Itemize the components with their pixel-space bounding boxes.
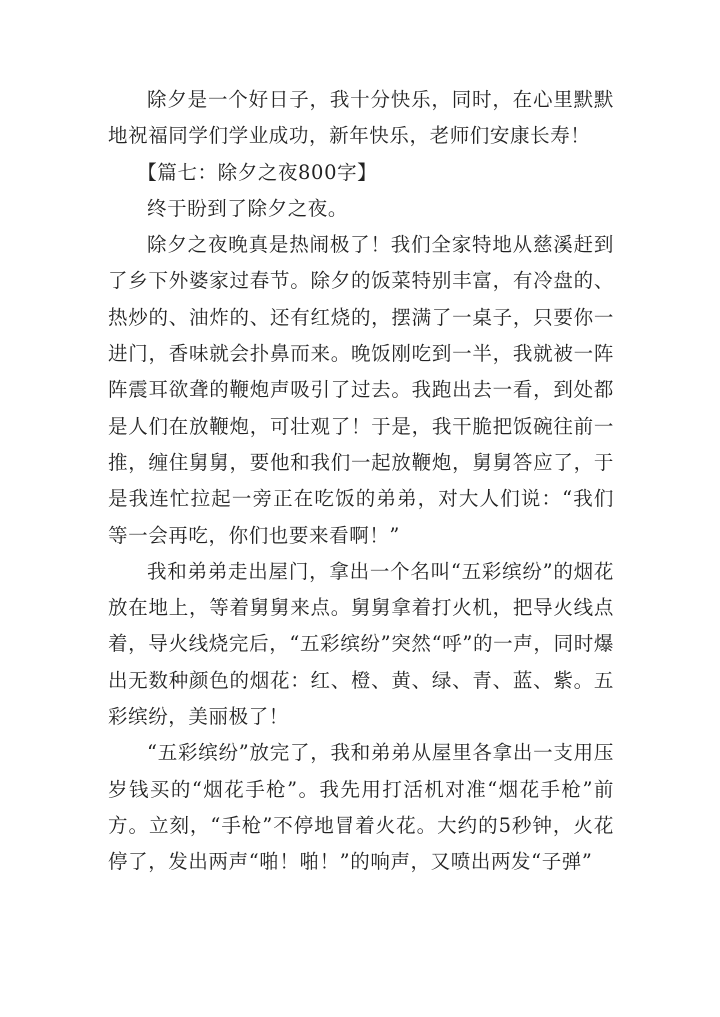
section-heading: 【篇七：除夕之夜800字】 [137,160,378,184]
paragraph-intro: 终于盼到了除夕之夜。 [147,196,349,220]
paragraph-dinner-firecrackers: 除夕之夜晚真是热闹极了！我们全家特地从慈溪赶到了乡下外婆家过春节。除夕的饭菜特别丰富，有冷盘的、热炒的、油炸的、还有红烧的，摆满了一桌子，只要你一进门，香味就会扑鼻而来。晚饭刚吃到一半，我就被一阵阵震耳欲聋的鞭炮声吸引了过去。我跑出去一看，到处都是人们在放鞭炮，可壮观了！于是，我干脆把饭碗往前一推，缠住舅舅，要他和我们一起放鞭炮，舅舅答应了，于是我连忙拉起一旁正在吃饭的弟弟，对大人们说：“我们等一会再吃，你们也要来看啊！” [108,233,614,547]
paragraph-closing-wish: 除夕是一个好日子，我十分快乐，同时，在心里默默地祝福同学们学业成功，新年快乐，老师们安康长寿！ [108,88,614,148]
document-body [108,82,614,881]
paragraph-fireworks: 我和弟弟走出屋门，拿出一个名叫“五彩缤纷”的烟花放在地上，等着舅舅来点。舅舅拿着打火机，把导火线点着，导火线烧完后，“五彩缤纷”突然“呼”的一声，同时爆出无数种颜色的烟花：红、橙、黄、绿、青、蓝、紫。五彩缤纷，美丽极了！ [108,559,614,729]
paragraph-firework-gun: “五彩缤纷”放完了，我和弟弟从屋里各拿出一支用压岁钱买的“烟花手枪”。我先用打活机对准“烟花手枪”前方。立刻，“手枪”不停地冒着火花。大约的5秒钟，火花停了，发出两声“啪！啪！”的响声，又喷出两发“子弹” [108,741,614,874]
